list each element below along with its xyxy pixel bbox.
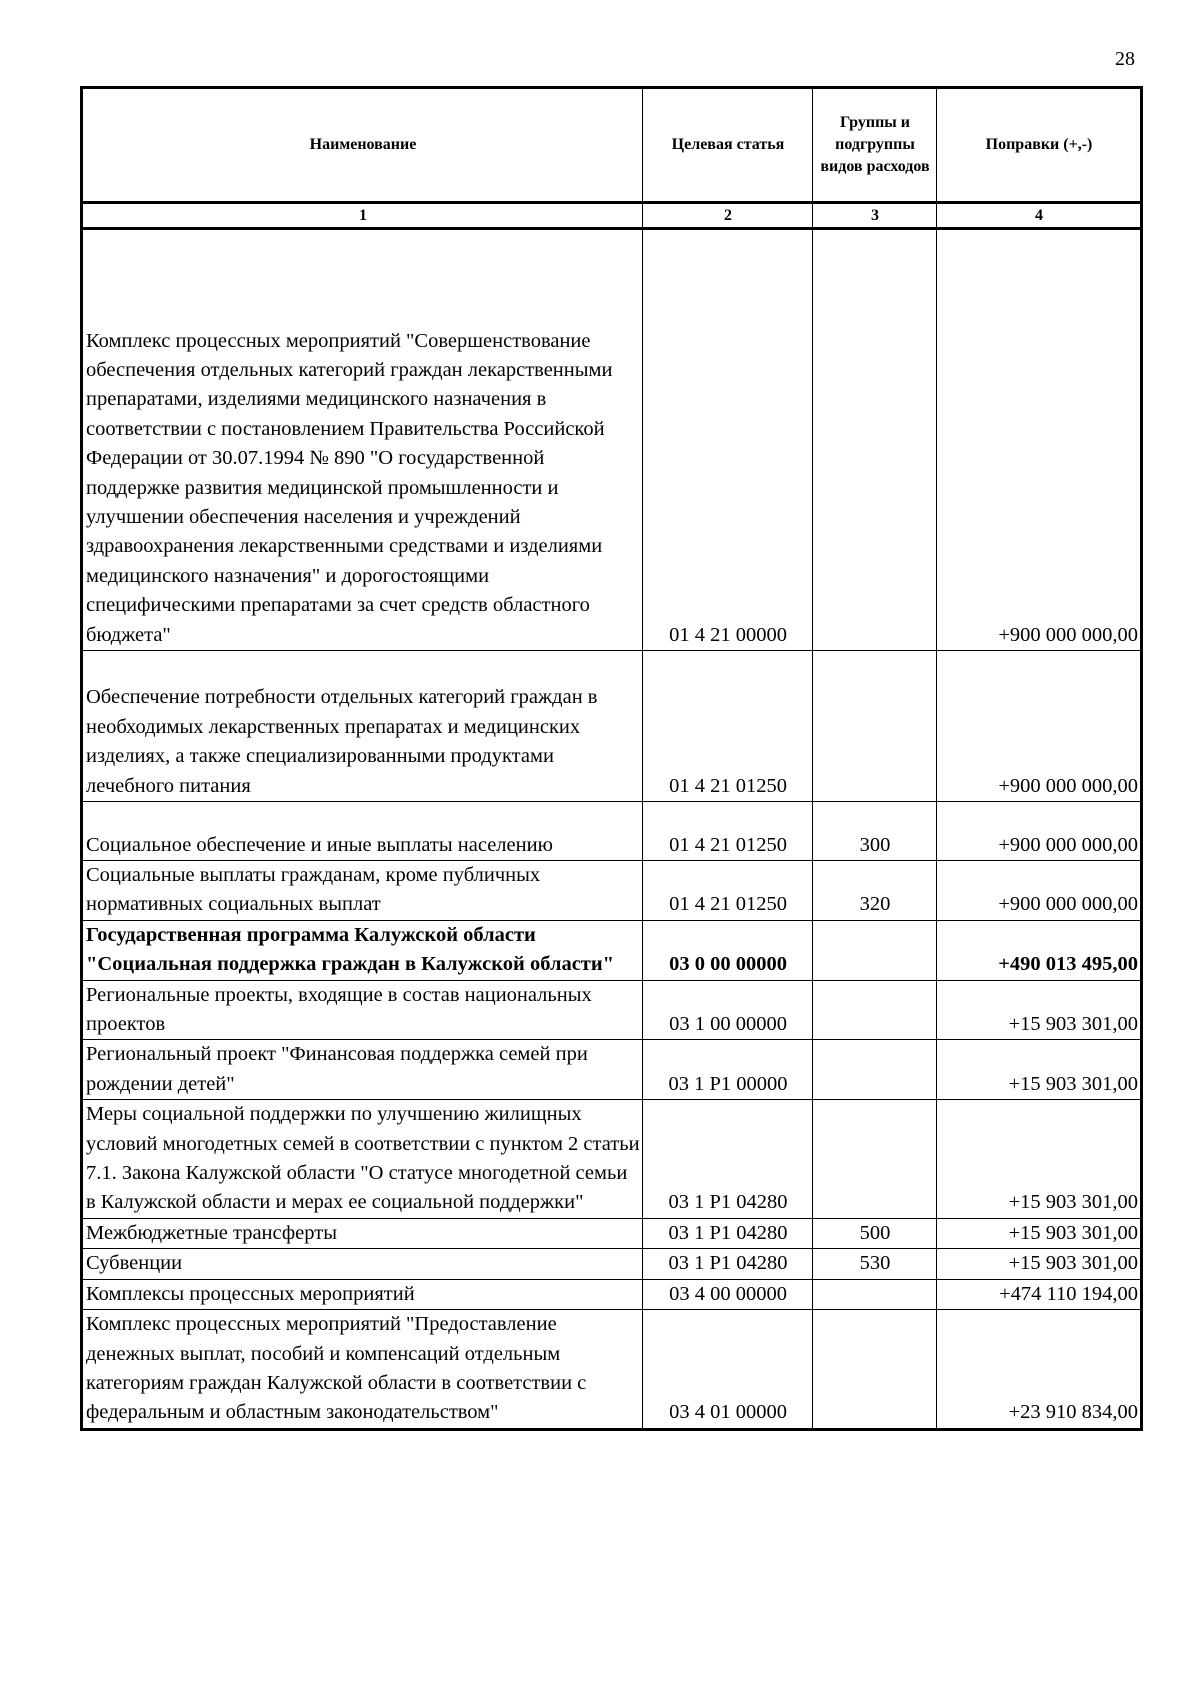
row-name: Комплекс процессных мероприятий "Совершенствование обеспечения отдельных категорий граждан лекарственными препаратами, изделиями медицинского назначения в соответствии с постановлением Правительства Российской Федерации от 30.07.1994 № 890 "О государственной поддержке развития медицинской промышленности и улучшении обеспечения населения и учреждений здравоохранения лекарственными средствами и изделиями медицинского назначения" и дорогостоящими специфическими препаратами за счет средств областного бюджета"	[82, 229, 643, 651]
table-row	[82, 1310, 1142, 1430]
row-expense-group: 300	[813, 802, 937, 861]
row-expense-group	[813, 1040, 937, 1100]
column-number: 3	[813, 203, 937, 229]
row-name: Социальное обеспечение и иные выплаты населению	[82, 802, 643, 861]
row-target-code: 03 4 01 00000	[643, 1310, 813, 1430]
row-name: Региональный проект "Финансовая поддержка семей при рождении детей"	[82, 1040, 643, 1100]
row-target-code: 03 1 P1 04280	[643, 1100, 813, 1219]
row-target-code: 03 1 00 00000	[643, 980, 813, 1040]
column-number: 2	[643, 203, 813, 229]
table-header-row	[82, 88, 1142, 203]
row-expense-group	[813, 651, 937, 802]
row-amount: +15 903 301,00	[937, 980, 1142, 1040]
row-amount: +15 903 301,00	[937, 1100, 1142, 1219]
row-target-code: 01 4 21 01250	[643, 802, 813, 861]
table-row	[82, 1249, 1142, 1279]
row-target-code: 01 4 21 01250	[643, 861, 813, 921]
row-target-code: 01 4 21 00000	[643, 229, 813, 651]
column-number: 1	[82, 203, 643, 229]
row-name: Межбюджетные трансферты	[82, 1218, 643, 1248]
row-target-code: 03 1 P1 04280	[643, 1249, 813, 1279]
column-numbers-row	[82, 203, 1142, 229]
row-name: Комплекс процессных мероприятий "Предоставление денежных выплат, пособий и компенсаций отдельным категориям граждан Калужской области в соответствии с федеральным и областным законодательством"	[82, 1310, 643, 1430]
row-amount: +15 903 301,00	[937, 1040, 1142, 1100]
row-amount: +490 013 495,00	[937, 920, 1142, 980]
row-expense-group	[813, 229, 937, 651]
row-amount: +900 000 000,00	[937, 802, 1142, 861]
table-row	[82, 651, 1142, 802]
header-target-article: Целевая статья	[643, 88, 813, 203]
row-amount: +900 000 000,00	[937, 861, 1142, 921]
row-amount: +474 110 194,00	[937, 1279, 1142, 1309]
row-target-code: 03 1 P1 04280	[643, 1218, 813, 1248]
row-name: Субвенции	[82, 1249, 643, 1279]
row-expense-group: 320	[813, 861, 937, 921]
row-expense-group	[813, 980, 937, 1040]
row-amount: +15 903 301,00	[937, 1218, 1142, 1248]
table-row	[82, 802, 1142, 861]
table-row	[82, 920, 1142, 980]
row-expense-group	[813, 1100, 937, 1219]
row-target-code: 03 1 P1 00000	[643, 1040, 813, 1100]
table-row	[82, 1100, 1142, 1219]
row-target-code: 03 4 00 00000	[643, 1279, 813, 1309]
row-amount: +23 910 834,00	[937, 1310, 1142, 1430]
row-expense-group	[813, 1279, 937, 1309]
row-amount: +15 903 301,00	[937, 1249, 1142, 1279]
header-name: Наименование	[82, 88, 643, 203]
table-row	[82, 229, 1142, 651]
row-name: Региональные проекты, входящие в состав национальных проектов	[82, 980, 643, 1040]
row-name: Социальные выплаты гражданам, кроме публичных нормативных социальных выплат	[82, 861, 643, 921]
column-number: 4	[937, 203, 1142, 229]
budget-amendments-table	[80, 86, 1143, 1431]
table-row	[82, 861, 1142, 921]
page-number: 28	[1115, 48, 1135, 70]
row-name: Комплексы процессных мероприятий	[82, 1279, 643, 1309]
row-name: Меры социальной поддержки по улучшению жилищных условий многодетных семей в соответствии с пунктом 2 статьи 7.1. Закона Калужской области "О статусе многодетной семьи в Калужской области и мерах ее социальной поддержки"	[82, 1100, 643, 1219]
row-expense-group: 530	[813, 1249, 937, 1279]
table-row	[82, 1218, 1142, 1248]
table-row	[82, 1040, 1142, 1100]
header-amendments: Поправки (+,-)	[937, 88, 1142, 203]
table-row	[82, 1279, 1142, 1309]
row-name: Обеспечение потребности отдельных категорий граждан в необходимых лекарственных препаратах и медицинских изделиях, а также специализированными продуктами лечебного питания	[82, 651, 643, 802]
header-expense-groups: Группы и подгруппы видов расходов	[813, 88, 937, 203]
row-target-code: 03 0 00 00000	[643, 920, 813, 980]
row-name: Государственная программа Калужской области "Социальная поддержка граждан в Калужской области"	[82, 920, 643, 980]
row-amount: +900 000 000,00	[937, 229, 1142, 651]
row-target-code: 01 4 21 01250	[643, 651, 813, 802]
row-amount: +900 000 000,00	[937, 651, 1142, 802]
table-row	[82, 980, 1142, 1040]
row-expense-group	[813, 1310, 937, 1430]
row-expense-group	[813, 920, 937, 980]
row-expense-group: 500	[813, 1218, 937, 1248]
